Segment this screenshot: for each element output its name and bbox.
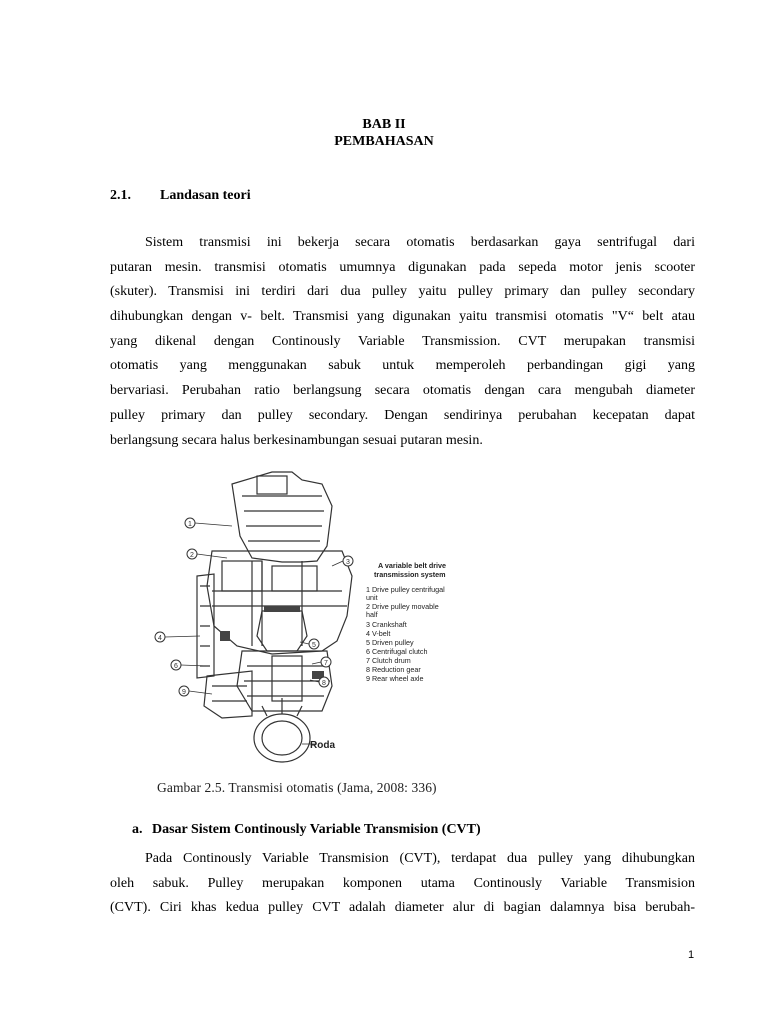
figure-caption: Gambar 2.5. Transmisi otomatis (Jama, 2008: 336) [157,780,437,795]
paragraph-intro [110,231,695,453]
subsection-heading [132,822,481,838]
svg-text:1: 1 [188,521,192,528]
legend-item: 1 Drive pulley centrifugal [366,585,445,594]
section-title: Landasan teori [160,188,251,203]
section-number: 2.1. [110,188,131,203]
paragraph-line: (CVT). Ciri khas kedua pulley CVT adalah diameter alur di bagian dalamnya bisa berubah- [110,900,695,916]
legend-item: half [366,610,378,619]
svg-text:6: 6 [174,663,178,670]
paragraph-line: (skuter). Transmisi ini terdiri dari dua pulley yaitu pulley primary dan pulley secondary [110,284,695,300]
svg-text:7: 7 [324,660,328,667]
cvt-diagram-figure [152,466,468,768]
legend-item: 3 Crankshaft [366,620,407,629]
chapter-title: PEMBAHASAN [334,134,434,149]
svg-text:3: 3 [346,559,350,566]
legend-item: 4 V-belt [366,629,391,638]
legend-title-line-2: transmission system [374,570,446,579]
chapter-label: BAB II [362,117,406,132]
svg-text:4: 4 [158,635,162,642]
cvt-diagram [152,466,468,768]
legend-item: unit [366,593,378,602]
page-number: 1 [688,949,695,961]
subsection-title: Dasar Sistem Continously Variable Transmision (CVT) [152,822,481,837]
paragraph-line: bervariasi. Perubahan ratio berlangsung secara otomatis dengan cara mengubah diameter [110,383,695,399]
paragraph-line: putaran mesin. transmisi otomatis umumnya digunakan pada sepeda motor jenis scooter [110,259,695,275]
paragraph-line: berlangsung secara halus berkesinambungan sesuai putaran mesin. [110,432,483,448]
section-heading [110,188,251,204]
paragraph-line: dihubungkan dengan v- belt. Transmisi yang digunakan yaitu transmisi otomatis "V“ belt atau [110,309,695,325]
svg-text:5: 5 [312,642,316,649]
paragraph-cvt [110,847,695,921]
paragraph-line: Sistem transmisi ini bekerja secara otomatis berdasarkan gaya sentrifugal dari [145,235,695,250]
paragraph-line: otomatis yang menggunakan sabuk untuk memperoleh perbandingan gigi yang [110,358,695,374]
legend-item: 9 Rear wheel axle [366,674,424,683]
legend-item: 2 Drive pulley movable [366,602,439,611]
legend-item: 5 Driven pulley [366,638,414,647]
subsection-label: a. [132,822,143,837]
paragraph-line: yang dikenal dengan Continously Variable Transmission. CVT merupakan transmisi [110,333,695,349]
svg-text:2: 2 [190,552,194,559]
paragraph-line: pulley primary dan pulley secondary. Dengan sendirinya perubahan kecepatan dapat [110,407,695,423]
legend-title-line-1: A variable belt drive [378,561,447,570]
legend-item: 8 Reduction gear [366,665,421,674]
paragraph-line: Pada Continously Variable Transmision (CVT), terdapat dua pulley yang dihubungkan [145,851,695,866]
legend-item: 7 Clutch drum [366,656,411,665]
svg-text:8: 8 [322,680,326,687]
legend-item: 6 Centrifugal clutch [366,647,428,656]
paragraph-line: oleh sabuk. Pulley merupakan komponen utama Continously Variable Transmision [110,875,695,891]
wheel-label: Roda [310,740,335,751]
svg-text:9: 9 [182,689,186,696]
